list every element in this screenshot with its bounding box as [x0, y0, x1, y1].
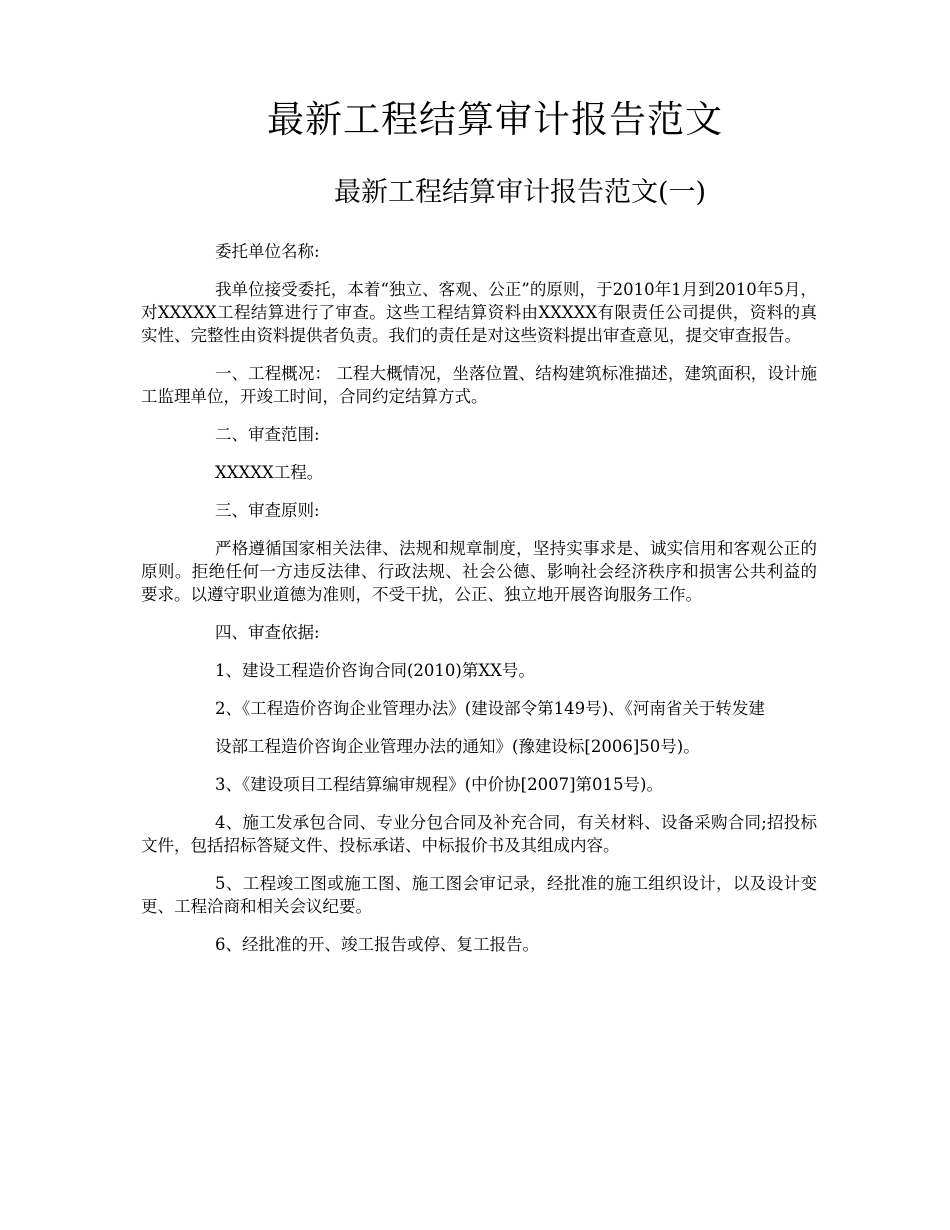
heading-review-basis: 四、审查依据:: [215, 623, 320, 642]
paragraph-review-scope: XXXXX工程。: [215, 463, 324, 482]
basis-item-2-continued: 设部工程造价咨询企业管理办法的通知》(豫建设标[2006]50号)。: [215, 737, 700, 756]
heading-review-principles: 三、审查原则:: [215, 501, 320, 520]
paragraph-review-principles: 严格遵循国家相关法律、法规和规章制度，坚持实事求是、诚实信用和客观公正的原则。拒绝任何一方违反法律、行政法规、社会公德、影响社会经济秩序和损害公共利益的要求。以遵守职业道德为准则，不受干扰，公正、独立地开展咨询服务工作。: [141, 539, 817, 604]
paragraph-project-overview: 一、工程概况： 工程大概情况，坐落位置、结构建筑标准描述，建筑面积，设计施工监理单位，开竣工时间，合同约定结算方式。: [141, 364, 817, 406]
basis-item-2: 2、《工程造价咨询企业管理办法》(建设部令第149号)、《河南省关于转发建: [215, 699, 765, 718]
basis-item-3: 3、《建设项目工程结算编审规程》(中价协[2007]第015号)。: [215, 775, 663, 794]
document-title: 最新工程结算审计报告范文: [267, 98, 723, 141]
heading-review-scope: 二、审查范围:: [215, 425, 320, 444]
paragraph-intro: 我单位接受委托，本着“独立、客观、公正”的原则，于2010年1月到2010年5月，对XXXXX工程结算进行了审查。这些工程结算资料由XXXXX有限责任公司提供，资料的真实性、完整性由资料提供者负责。我们的责任是对这些资料提出审查意见，提交审查报告。: [141, 280, 817, 345]
paragraph-client-name: 委托单位名称:: [215, 242, 320, 261]
basis-item-5: 5、工程竣工图或施工图、施工图会审记录，经批准的施工组织设计，以及设计变更、工程洽商和相关会议纪要。: [141, 874, 817, 916]
basis-item-6: 6、经批准的开、竣工报告或停、复工报告。: [215, 935, 539, 954]
basis-item-4: 4、施工发承包合同、专业分包合同及补充合同，有关材料、设备采购合同;招投标文件，包括招标答疑文件、投标承诺、中标报价书及其组成内容。: [141, 813, 817, 855]
basis-item-1: 1、建设工程造价咨询合同(2010)第XX号。: [215, 661, 535, 680]
document-body: [141, 240, 817, 971]
document-subtitle: 最新工程结算审计报告范文(一): [333, 177, 707, 208]
